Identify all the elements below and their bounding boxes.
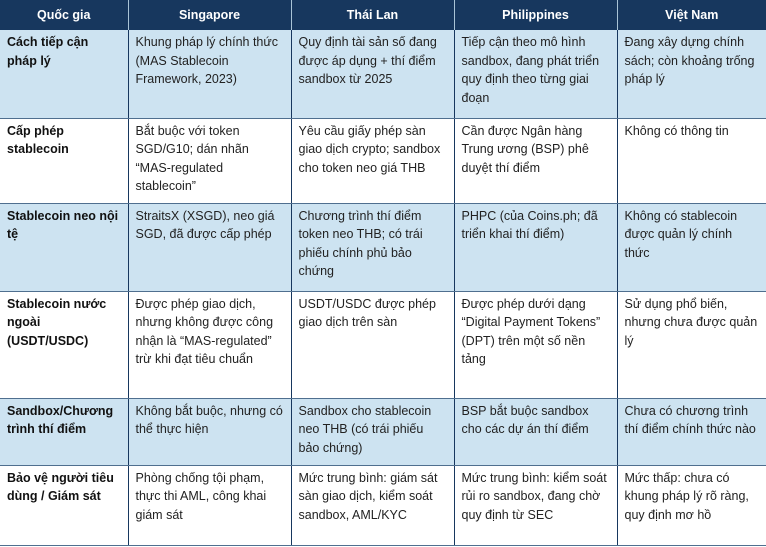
table-cell: Không bắt buộc, nhưng có thể thực hiện [128, 398, 291, 465]
table-cell: Chưa có chương trình thí điểm chính thức nào [617, 398, 766, 465]
table-cell: Không có stablecoin được quản lý chính thức [617, 203, 766, 291]
table-cell: StraitsX (XSGD), neo giá SGD, đã được cấp phép [128, 203, 291, 291]
header-thailand: Thái Lan [291, 0, 454, 30]
table-cell: BSP bắt buộc sandbox cho các dự án thí điểm [454, 398, 617, 465]
table-row [0, 398, 766, 465]
table-cell: USDT/USDC được phép giao dịch trên sàn [291, 291, 454, 398]
table-cell: Chương trình thí điểm token neo THB; có trái phiếu chính phủ bảo chứng [291, 203, 454, 291]
table-cell: PHPC (của Coins.ph; đã triển khai thí điểm) [454, 203, 617, 291]
table-row [0, 118, 766, 203]
row-label: Bảo vệ người tiêu dùng / Giám sát [0, 465, 128, 545]
table-cell: Mức trung bình: giám sát sàn giao dịch, kiểm soát sandbox, AML/KYC [291, 465, 454, 545]
table-row [0, 30, 766, 118]
table-cell: Yêu cầu giấy phép sàn giao dịch crypto; sandbox cho token neo giá THB [291, 118, 454, 203]
row-label: Cấp phép stablecoin [0, 118, 128, 203]
header-philippines: Philippines [454, 0, 617, 30]
table-cell: Không có thông tin [617, 118, 766, 203]
table-cell: Cần được Ngân hàng Trung ương (BSP) phê duyệt thí điểm [454, 118, 617, 203]
header-country: Quốc gia [0, 0, 128, 30]
table-cell: Tiếp cận theo mô hình sandbox, đang phát triển quy định theo từng giai đoạn [454, 30, 617, 118]
table-cell: Đang xây dựng chính sách; còn khoảng trống pháp lý [617, 30, 766, 118]
table-cell: Được phép dưới dạng “Digital Payment Tokens” (DPT) trên một số nền tảng [454, 291, 617, 398]
table-cell: Mức trung bình: kiểm soát rủi ro sandbox, đang chờ quy định từ SEC [454, 465, 617, 545]
table-row [0, 465, 766, 545]
row-label: Sandbox/Chương trình thí điểm [0, 398, 128, 465]
header-singapore: Singapore [128, 0, 291, 30]
table-cell: Được phép giao dịch, nhưng không được công nhận là “MAS-regulated” trừ khi đạt tiêu chuẩn [128, 291, 291, 398]
table-row [0, 203, 766, 291]
table-cell: Khung pháp lý chính thức (MAS Stablecoin Framework, 2023) [128, 30, 291, 118]
table-row [0, 291, 766, 398]
header-vietnam: Việt Nam [617, 0, 766, 30]
table-cell: Bắt buộc với token SGD/G10; dán nhãn “MAS-regulated stablecoin” [128, 118, 291, 203]
row-label: Stablecoin neo nội tệ [0, 203, 128, 291]
table-cell: Sử dụng phổ biến, nhưng chưa được quản lý [617, 291, 766, 398]
table-cell: Quy định tài sản số đang được áp dụng + thí điểm sandbox từ 2025 [291, 30, 454, 118]
table-cell: Sandbox cho stablecoin neo THB (có trái phiếu bảo chứng) [291, 398, 454, 465]
table-cell: Phòng chống tội phạm, thực thi AML, công khai giám sát [128, 465, 291, 545]
row-label: Stablecoin nước ngoài (USDT/USDC) [0, 291, 128, 398]
table-cell: Mức thấp: chưa có khung pháp lý rõ ràng, quy định mơ hồ [617, 465, 766, 545]
row-label: Cách tiếp cận pháp lý [0, 30, 128, 118]
header-row [0, 0, 766, 30]
